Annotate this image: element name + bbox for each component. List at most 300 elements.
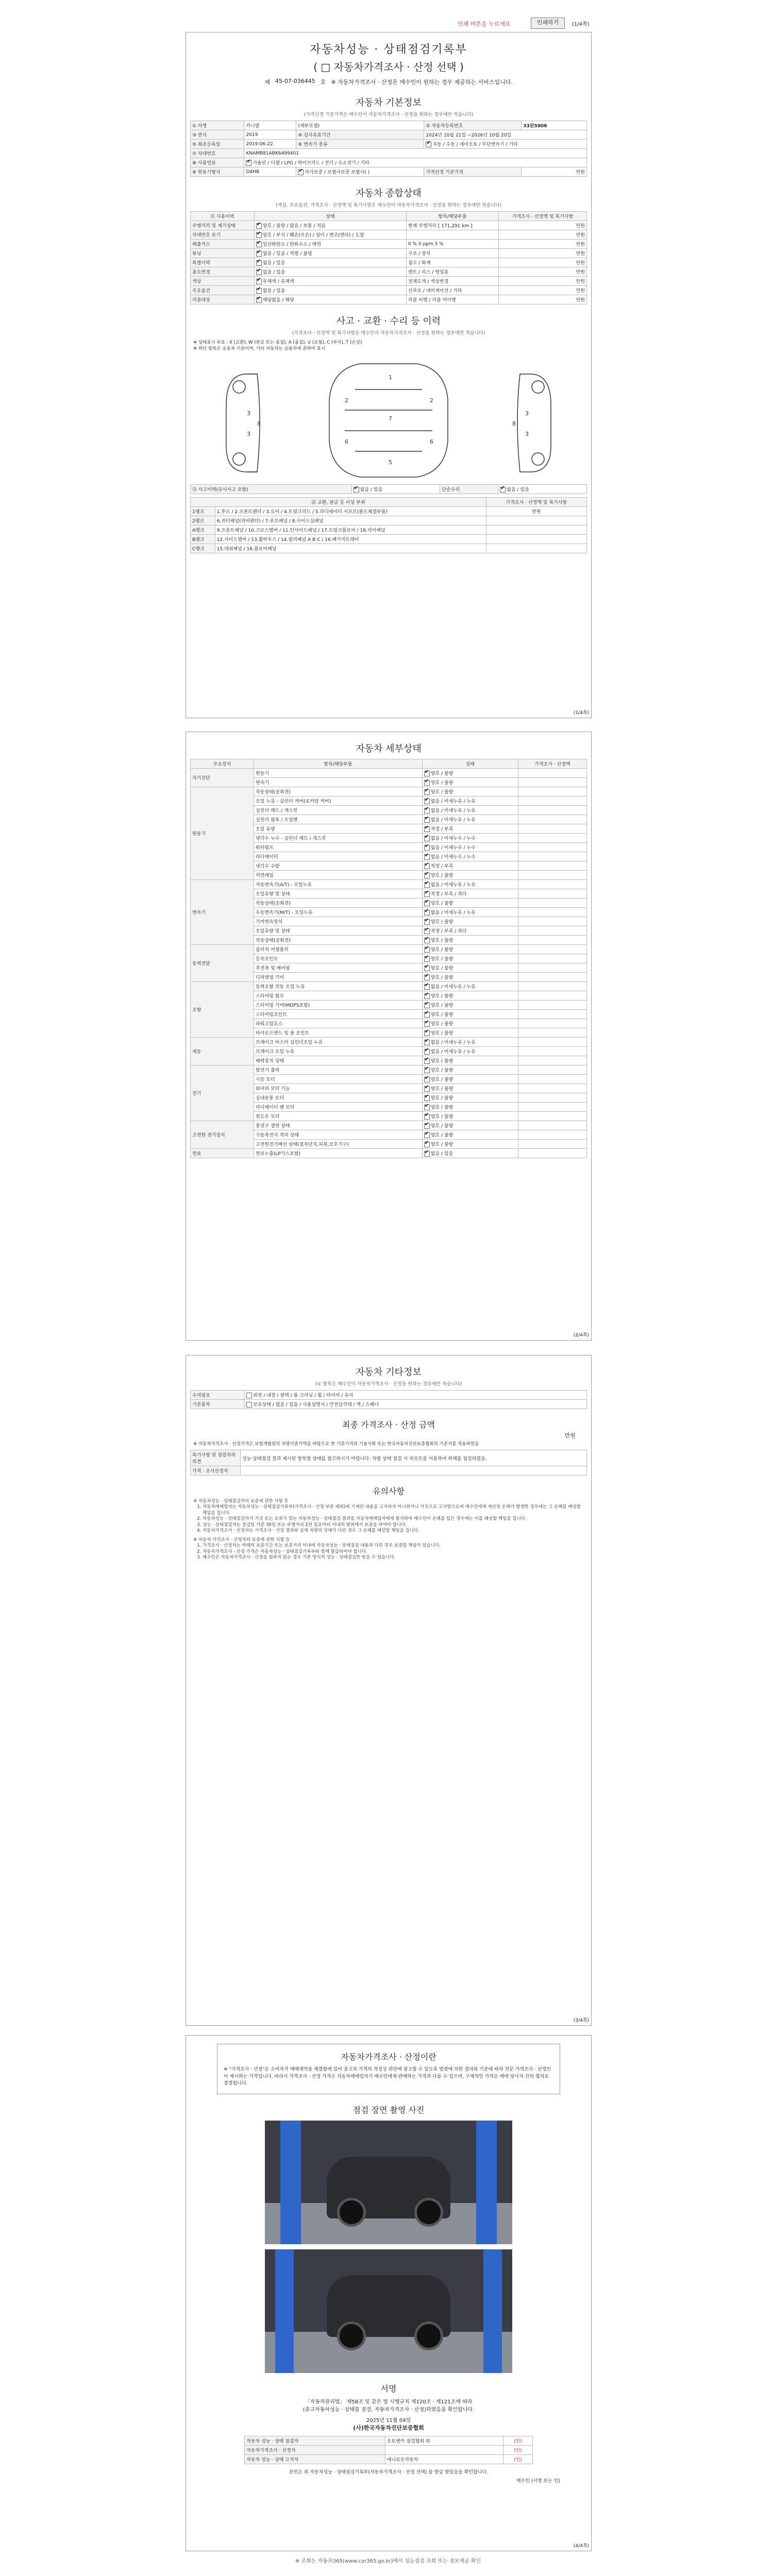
part-number: 3 xyxy=(525,410,529,417)
detail-options: 없음 / 미세누수 / 누수 xyxy=(430,836,476,841)
checkbox-icon xyxy=(256,232,262,238)
status-title: 자동차 종합상태 xyxy=(356,188,422,199)
parts-group: A랭크 xyxy=(191,526,215,535)
detail-options: 양호 / 불량 xyxy=(430,901,453,906)
checkbox-icon xyxy=(256,260,262,266)
detail-item: 스티어링조인트 xyxy=(254,1010,423,1019)
seal-icon: (인) xyxy=(503,2454,532,2464)
status-detail: 구조 / 장치 xyxy=(406,249,498,258)
column-header: 가격조사 · 산정액 및 특기사항 xyxy=(486,498,586,507)
detail-state xyxy=(422,871,518,880)
detail-options: 양호 / 불량 xyxy=(430,975,453,980)
photo-floor xyxy=(265,2332,512,2373)
detail-options: 양호 / 불량 xyxy=(430,947,453,953)
table-row xyxy=(191,258,587,267)
detail-item: 라디에이터 팬 모터 xyxy=(254,1103,423,1112)
status-detail: 침수 / 화재 xyxy=(406,258,498,267)
checkbox-icon xyxy=(256,297,262,303)
table-row xyxy=(191,240,587,249)
detail-price xyxy=(518,908,586,917)
detail-price xyxy=(518,824,586,834)
table-row xyxy=(191,485,587,494)
wheel-icon xyxy=(337,2198,366,2227)
checkbox-icon xyxy=(424,965,430,971)
status-price: 만원 xyxy=(499,277,587,286)
checkbox-icon xyxy=(424,836,430,841)
parts-price xyxy=(486,544,586,553)
detail-price xyxy=(518,889,586,899)
part-number: 3 xyxy=(247,431,250,437)
detail-state xyxy=(422,778,518,787)
caution-item: 4. 자동차가격조사 · 산정자는 가격조사 · 산정 결과와 실제 차량의 상태가 다른 경우 그 손해를 배상할 책임을 집니다. xyxy=(203,1528,584,1534)
detail-price xyxy=(518,899,586,908)
print-button[interactable]: 인쇄하기 xyxy=(531,18,565,29)
inspection-value: 2024년 10월 21일 ~2026년 10월 20일 xyxy=(424,130,587,140)
remark-table xyxy=(190,1450,587,1476)
table-row xyxy=(191,1391,587,1400)
detail-options: 없음 / 미세누유 / 누유 xyxy=(430,910,476,916)
detail-options: 양호 / 불량 xyxy=(430,1077,453,1082)
parts-price xyxy=(486,526,586,535)
detail-price xyxy=(518,778,586,787)
checkbox-icon xyxy=(424,928,430,934)
checkbox-icon xyxy=(424,1123,430,1129)
sign-label: 자동차가격조사 · 산정자 xyxy=(245,2445,385,2454)
detail-group: 전기 xyxy=(191,1065,254,1121)
wheel-icon xyxy=(414,2198,443,2227)
detail-state xyxy=(422,1112,518,1121)
checkbox-icon xyxy=(424,799,430,804)
table-row xyxy=(191,1121,587,1130)
final-price-value: 만원 xyxy=(564,1432,576,1439)
detail-options: 양호 / 불량 xyxy=(430,1022,453,1027)
fuel-label: ⑧ 사용연료 xyxy=(191,158,244,167)
basic-items-value xyxy=(245,1400,587,1409)
parts-items: 9.프론트패널 / 10.크로스멤버 / 11.인사이드패널 / 17.트렁크플로어 / 18.리어패널 xyxy=(215,526,486,535)
detail-options: 양호 / 불량 xyxy=(430,1059,453,1064)
detail-options: 양호 / 불량 xyxy=(430,1105,453,1110)
part-number: 3 xyxy=(525,431,529,437)
checkbox-icon xyxy=(256,223,262,229)
parts-price xyxy=(486,535,586,544)
accident-summary xyxy=(190,484,587,494)
status-state xyxy=(254,230,406,240)
table-row xyxy=(191,535,587,544)
status-state xyxy=(254,221,406,230)
detail-state xyxy=(422,796,518,806)
checkbox-icon xyxy=(256,242,262,247)
checkbox-icon xyxy=(354,487,359,493)
table-row xyxy=(245,2454,533,2464)
checkbox-icon xyxy=(424,1114,430,1120)
status-state xyxy=(254,240,406,249)
table-row xyxy=(191,982,587,991)
doc-no: 45-07-036445 xyxy=(275,78,315,84)
detail-options: 양호 / 불량 xyxy=(430,1114,453,1120)
detail-item: 배력장치 상태 xyxy=(254,1056,423,1065)
part-number: 1 xyxy=(389,374,392,381)
checkbox-icon xyxy=(426,142,431,147)
detail-price xyxy=(518,1121,586,1130)
signature-table xyxy=(244,2436,533,2464)
status-item: 차대번호 표기 xyxy=(191,230,255,240)
detail-price xyxy=(518,1075,586,1084)
detail-price xyxy=(518,806,586,815)
detail-state xyxy=(422,1056,518,1065)
detail-item: 클러치 어셈블리 xyxy=(254,945,423,954)
footer-note: ※ 조회는 자동차365(www.car365.go.kr)에서 성능점검 조회 또는 정보제공 확인 xyxy=(295,2558,481,2564)
caution-body xyxy=(186,1497,591,1563)
status-price: 만원 xyxy=(499,295,587,304)
status-price: 만원 xyxy=(499,249,587,258)
accident-history-value xyxy=(351,485,440,494)
detail-price xyxy=(518,991,586,1001)
detail-options: 없음 / 미세누수 / 누수 xyxy=(430,855,476,860)
detail-group: 연료 xyxy=(191,1149,254,1158)
status-options: 양호 / 부식 / 훼손(오손) / 상이 / 변조(변타) / 도말 xyxy=(262,233,364,238)
wheel-icon xyxy=(337,2321,366,2350)
checkbox-icon xyxy=(424,1040,430,1045)
warranty-options: 자가보증 / 보험사보증 보험사( ) xyxy=(305,170,370,175)
doc-subtitle: ( □ 자동차가격조사 · 산정 선택 ) xyxy=(313,61,464,73)
table-header xyxy=(191,759,587,769)
detail-item: 실린더 블록 / 오일팬 xyxy=(254,815,423,824)
checkbox-icon xyxy=(424,901,430,906)
detail-price xyxy=(518,871,586,880)
detail-state xyxy=(422,973,518,982)
detail-price xyxy=(518,1140,586,1149)
status-state xyxy=(254,258,406,267)
status-price: 만원 xyxy=(499,267,587,277)
status-item: 튜닝 xyxy=(191,249,255,258)
basic-note: (가격산정 기준가격은 매수인이 자동차가격조사 · 산정을 원하는 경우에만 적습니다) xyxy=(304,112,474,117)
signature-text-1: 「자동차관리법」 제58조 및 같은 법 시행규칙 제120조 · 제121조에 따라 xyxy=(305,2399,473,2405)
status-options: 무채색 / 유채색 xyxy=(262,279,294,284)
status-item: 특별이력 xyxy=(191,258,255,267)
receipt-text: 본인은 위 자동차성능 · 상태점검기록부(자동차가격조사 · 산정 선택) 를 발급 받았음을 확인합니다. xyxy=(289,2469,489,2475)
sign-label: 자동차 성능 · 상태 점검자 xyxy=(245,2436,385,2445)
detail-price xyxy=(518,1038,586,1047)
detail-price xyxy=(518,852,586,861)
detail-options: 양호 / 불량 xyxy=(430,966,453,971)
table-row xyxy=(191,526,587,535)
table-row xyxy=(191,295,587,304)
table-header xyxy=(191,212,587,221)
table-row xyxy=(191,1038,587,1047)
checkbox-icon xyxy=(246,160,251,166)
detail-state xyxy=(422,954,518,963)
detail-price xyxy=(518,1103,586,1112)
checkbox-icon xyxy=(424,854,430,860)
detail-state xyxy=(422,824,518,834)
detail-price xyxy=(518,796,586,806)
parts-items: 1.후드 / 2.프론트펜더 / 3.도어 / 4.트렁크리드 / 5.라디에이터 서포트(볼트체결부품) xyxy=(215,507,486,516)
table-row xyxy=(191,1149,587,1158)
detail-options: 없음 / 미세누유 / 누유 xyxy=(430,883,476,888)
table-row xyxy=(191,167,587,177)
detail-item: 와이퍼 모터 기능 xyxy=(254,1084,423,1093)
checkbox-icon xyxy=(424,780,430,786)
status-state xyxy=(254,249,406,258)
status-detail: 현재 주행거리 [ 171,291 km ] xyxy=(406,221,498,230)
detail-price xyxy=(518,1047,586,1056)
detail-item: 발전기 출력 xyxy=(254,1065,423,1075)
detail-item: 실린더 헤드 / 개스킷 xyxy=(254,806,423,815)
lift-column xyxy=(275,2249,294,2373)
table-row xyxy=(191,230,587,240)
detail-item: 오일 유량 xyxy=(254,824,423,834)
table-row xyxy=(191,1466,587,1476)
simple-repair-options: 없음 / 있음 xyxy=(507,487,529,493)
checkbox-icon xyxy=(246,1402,252,1408)
status-options: 없음 / 있음 xyxy=(262,289,285,294)
status-detail: 0 % 0 ppm 3 % xyxy=(406,240,498,249)
status-options: 없음 / 있음 xyxy=(262,270,285,275)
detail-state xyxy=(422,991,518,1001)
final-price-title: 최종 가격조사 · 산정 금액 xyxy=(342,1420,435,1430)
checkbox-icon xyxy=(424,1151,430,1157)
part-number: 8 xyxy=(257,420,261,427)
detail-item: 충전구 절연 상태 xyxy=(254,1121,423,1130)
accident-history-options: 없음 / 있음 xyxy=(360,487,383,493)
repair-options: 외장 / 내장 / 광택 / 룸 크리닝 / 휠 / 타이어 / 유리 xyxy=(253,1393,354,1398)
checkbox-icon xyxy=(424,975,430,980)
fuel-options: 가솔린 / 디젤 / LPG / 하이브리드 / 전기 / 수소전기 / 기타 xyxy=(253,161,369,166)
checkbox-icon xyxy=(424,1095,430,1101)
caution-list-2 xyxy=(193,1543,584,1561)
year-label: ③ 연식 xyxy=(191,130,244,140)
detail-state xyxy=(422,1047,518,1056)
detail-state xyxy=(422,963,518,973)
detail-state xyxy=(422,899,518,908)
detail-group: 변속기 xyxy=(191,880,254,945)
detail-price xyxy=(518,963,586,973)
table-row xyxy=(191,880,587,889)
detail-options: 양호 / 불량 xyxy=(430,957,453,962)
detail-state xyxy=(422,1103,518,1112)
detail-price xyxy=(518,926,586,936)
detail-state xyxy=(422,1065,518,1075)
detail-options: 양호 / 불량 xyxy=(430,1133,453,1138)
status-item: 용도변경 xyxy=(191,267,255,277)
checkbox-icon xyxy=(424,1030,430,1036)
detail-item: 디퍼렌셜 기어 xyxy=(254,973,423,982)
checkbox-icon xyxy=(424,808,430,814)
sheet-header xyxy=(186,32,591,86)
basic-table xyxy=(190,121,587,177)
parts-items: 6.쿼터패널(리어펜더) / 7.루프패널 / 8.사이드실패널 xyxy=(215,516,486,526)
detail-item: 오일 누유 - 실린더 커버(로커암 커버) xyxy=(254,796,423,806)
lift-column xyxy=(476,2121,497,2244)
detail-group: 동력전달 xyxy=(191,945,254,982)
page-label: (1/4쪽) xyxy=(573,710,589,716)
detail-state xyxy=(422,1084,518,1093)
parts-items: 12.사이드멤버 / 13.휠하우스 / 14.필러패널 A B C / 16.패키지트레이 xyxy=(215,535,486,544)
table-row xyxy=(191,286,587,295)
part-number: 2 xyxy=(430,397,433,404)
price-person-value xyxy=(241,1466,587,1476)
detail-item: 브레이크 오일 누유 xyxy=(254,1047,423,1056)
inspection-photo-2 xyxy=(265,2249,512,2373)
detail-item: 등속조인트 xyxy=(254,954,423,963)
parts-items: 15.대쉬패널 / 16.플로어패널 xyxy=(215,544,486,553)
detail-state xyxy=(422,926,518,936)
print-notice: 인쇄 버튼을 누르세요 xyxy=(458,21,511,27)
table-row xyxy=(191,945,587,954)
checkbox-icon xyxy=(424,1142,430,1147)
transmission-options: 자동 / 수동 / 세미오토 / 무단변속기 / 기타 xyxy=(432,142,518,147)
table-row xyxy=(191,516,587,526)
seal-icon: (인) xyxy=(503,2445,532,2454)
caution-item: 1. 가격조사 · 산정자는 아래의 보증기간 또는 보증거리 이내에 자동차성능 · 상태점검 내용과 다른 경우 보증할 책임이 있습니다. xyxy=(203,1543,584,1549)
detail-options: 양호 / 불량 xyxy=(430,1124,453,1129)
detail-options: 양호 / 불량 xyxy=(430,790,453,795)
detail-options: 없음 / 미세누수 / 누수 xyxy=(430,845,476,851)
part-number: 6 xyxy=(430,438,433,445)
status-item: 주요옵션 xyxy=(191,286,255,295)
detail-item: 오일유량 및 상태 xyxy=(254,889,423,899)
table-row xyxy=(191,1400,587,1409)
detail-options: 양호 / 불량 xyxy=(430,1096,453,1101)
signature-date: 2025년 11월 04일 xyxy=(366,2417,411,2424)
detail-item: 작동상태(공회전) xyxy=(254,936,423,945)
detail-state xyxy=(422,815,518,824)
detail-options: 양호 / 불량 xyxy=(430,873,453,878)
part-number: 7 xyxy=(389,415,392,422)
detail-state xyxy=(422,936,518,945)
parts-table xyxy=(190,497,587,553)
detail-group: 원동기 xyxy=(191,787,254,880)
doc-no-suffix: 호 xyxy=(320,79,326,86)
detail-state xyxy=(422,908,518,917)
column-header: 항목/해당부품 xyxy=(254,759,423,769)
detail-price xyxy=(518,954,586,963)
doc-no-label: 제 xyxy=(264,79,270,86)
column-header: ⑪ 사용이력 xyxy=(191,212,255,221)
vin-value: KNAMB81ABK6499401 xyxy=(244,149,587,158)
detail-state xyxy=(422,945,518,954)
table-row xyxy=(191,249,587,258)
doc-notice: ※ 자동차가격조사 · 산정은 매수인이 원하는 경우 제공하는 서비스입니다. xyxy=(331,79,513,86)
detail-price xyxy=(518,787,586,796)
status-note: (색상, 주요옵션, 가격조사 · 산정액 및 특기사항은 매수인이 자동차가격조사 · 산정을 원하는 경우에만 적습니다) xyxy=(275,203,502,208)
status-detail xyxy=(406,230,498,240)
car-outline-icon xyxy=(190,353,587,482)
detail-price xyxy=(518,1093,586,1103)
detail-options: 없음 / 미세누유 / 누유 xyxy=(430,985,476,990)
checkbox-icon xyxy=(424,956,430,962)
caution-head-1: ※ 자동차성능 · 상태점검자의 보증에 관한 사항 등 xyxy=(193,1499,289,1504)
checkbox-icon xyxy=(424,1077,430,1082)
plate-label: ② 자동차등록번호 xyxy=(424,121,522,130)
other-title: 자동차 기타정보 xyxy=(356,1367,422,1378)
detail-item: 수동변속기(M/T) - 오일누유 xyxy=(254,908,423,917)
detail-item: 브레이크 마스터 실린더오일 누유 xyxy=(254,1038,423,1047)
detail-options: 양호 / 불량 xyxy=(430,1142,453,1147)
detail-price xyxy=(518,1028,586,1038)
column-header: 가격조사 · 산정액 xyxy=(518,759,586,769)
signature-text-2: (중고자동차성능 · 상태를 점검, 자동차가격조사 · 산정)하였음을 확인합니다. xyxy=(303,2406,475,2413)
other-note: (① 항목은 매수인이 자동차가격조사 · 산정을 원하는 경우에만 적습니다) xyxy=(315,1382,462,1387)
status-price: 만원 xyxy=(499,258,587,267)
status-item: 배출가스 xyxy=(191,240,255,249)
detail-price xyxy=(518,861,586,871)
remark-value: 성능·상태점검 결과 제시된 항목별 상태를 참고하시기 바랍니다. 차량 상태 점검 시 리프트를 이용하여 하체를 점검하였음. xyxy=(241,1450,587,1466)
detail-item: 타이로드엔드 및 볼 조인트 xyxy=(254,1028,423,1038)
detail-item: 시동 모터 xyxy=(254,1075,423,1084)
detail-item: 구동축전지 격리 상태 xyxy=(254,1130,423,1140)
checkbox-icon xyxy=(424,1049,430,1055)
column-header: 상태 xyxy=(254,212,406,221)
parts-rows xyxy=(191,507,587,553)
table-row xyxy=(191,787,587,796)
detail-state xyxy=(422,1093,518,1103)
checkbox-icon xyxy=(424,1012,430,1018)
caution-list-1 xyxy=(193,1504,584,1534)
caution-item: 3. 매수인은 자동차가격조사 · 산정을 원하지 않는 경우 기존 방식의 성능 · 상태점검만 받을 수 있습니다. xyxy=(203,1555,584,1561)
checkbox-icon xyxy=(424,789,430,795)
caution-item: 3. 성능 · 상태점검자는 점검일 기준 30일 또는 주행거리 2천 킬로미터 이내의 범위에서 보증을 하여야 합니다. xyxy=(203,1522,584,1528)
detail-price xyxy=(518,936,586,945)
status-item: 색상 xyxy=(191,277,255,286)
checkbox-icon xyxy=(424,1105,430,1110)
checkbox-icon xyxy=(424,882,430,888)
checkbox-icon xyxy=(424,863,430,869)
sheet-4 xyxy=(186,2035,592,2551)
detail-price xyxy=(518,1019,586,1028)
detail-state xyxy=(422,1075,518,1084)
detail-state xyxy=(422,1019,518,1028)
repair-value xyxy=(245,1391,587,1400)
column-header: 상태 xyxy=(422,759,518,769)
status-options: 없음 / 있음 / 적법 / 불법 xyxy=(262,251,312,257)
detail-options: 양호 / 불량 xyxy=(430,920,453,925)
detail-item: 동력조향 작동 오일 누유 xyxy=(254,982,423,991)
signature-company: (사)한국자동차진단보증협회 xyxy=(353,2424,424,2431)
caution-title: 유의사항 xyxy=(373,1486,405,1496)
checkbox-icon xyxy=(246,1393,252,1398)
detail-options: 없음 / 미세누유 / 누유 xyxy=(430,1049,476,1055)
caution-item: 1. 자동차매매업자는 자동차성능 · 상태점검기록부(가격조사 · 산정 부분 제외)에 기재된 내용을 고지하지 아니하거나 거짓으로 고지함으로써 매수인에게 재산상 손해가 발생한 경우에는 그 손해를 배상할 책임을 집니다. xyxy=(203,1504,584,1516)
detail-item: 변속기 xyxy=(254,778,423,787)
checkbox-icon xyxy=(424,826,430,832)
detail-item: 연료누출(LP가스포함) xyxy=(254,1149,423,1158)
detail-item: 실내송풍 모터 xyxy=(254,1093,423,1103)
detail-price xyxy=(518,945,586,954)
status-price: 만원 xyxy=(499,221,587,230)
detail-item: 작동상태(공회전) xyxy=(254,787,423,796)
detail-state xyxy=(422,769,518,778)
detail-state xyxy=(422,843,518,852)
vin-label: ⑦ 차대번호 xyxy=(191,149,244,158)
remark-label: 특기사항 및 점검자의 의견 xyxy=(191,1450,241,1466)
inspection-photo-1 xyxy=(265,2121,512,2244)
status-price: 만원 xyxy=(499,230,587,240)
plate-value: 33된5906 xyxy=(522,121,587,130)
detail-price xyxy=(518,834,586,843)
part-number: 8 xyxy=(512,420,516,427)
parts-group: C랭크 xyxy=(191,544,215,553)
page-label: (2/4쪽) xyxy=(573,1333,589,1338)
photos-title: 점검 장면 촬영 사진 xyxy=(352,2105,425,2115)
transmission-value xyxy=(424,140,587,149)
repair-label: 수리필요 xyxy=(191,1391,245,1400)
column-header: 항목/해당부품 xyxy=(406,212,498,221)
detail-options: 양호 / 불량 xyxy=(430,781,453,786)
detail-table xyxy=(190,759,587,1158)
detail-price xyxy=(518,880,586,889)
seal-icon: (인) xyxy=(503,2436,532,2445)
